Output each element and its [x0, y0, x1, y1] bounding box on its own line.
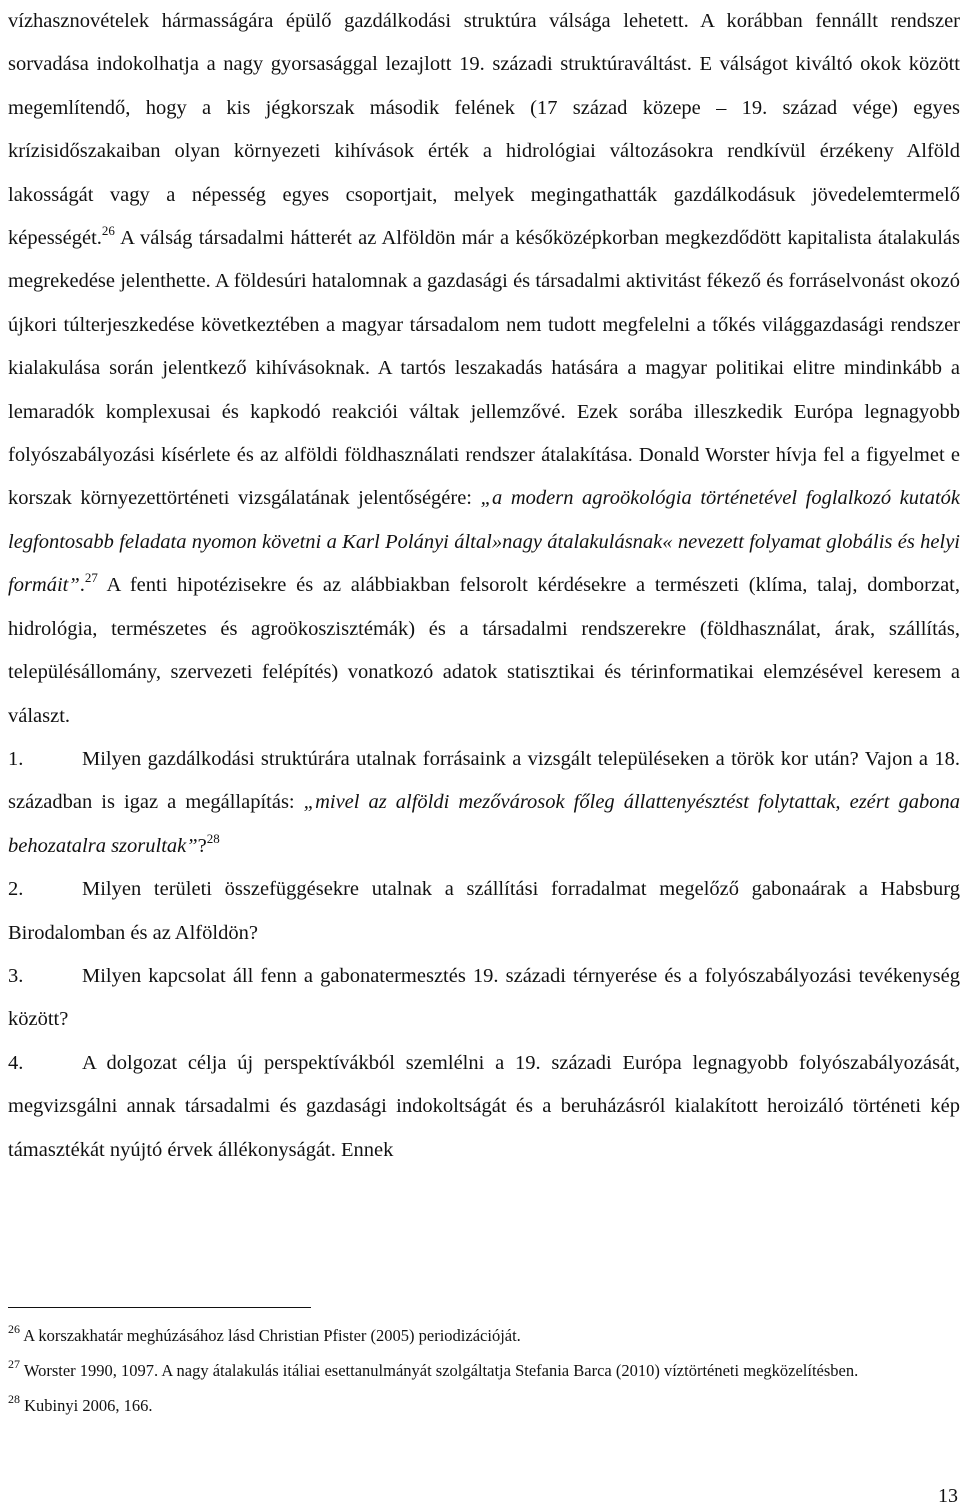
document-page: [8, 0, 960, 1172]
list-text: Milyen gazdálkodási struktúrára utalnak forrásaink a vizsgált településeken a török kor után? Vajon a 18. században is igaz a megállapítás:: [8, 747, 960, 814]
footnotes: [8, 1318, 960, 1423]
footnote-ref-27[interactable]: 27: [84, 570, 98, 586]
list-text-after: ?: [197, 834, 207, 857]
footnote-text: A korszakhatár meghúzásához lásd Christian Pfister (2005) periodizációját.: [20, 1326, 521, 1345]
worster-quote: „a modern agroökológia történetével foglalkozó kutatók legfontosabb feladata nyomon követni a Karl Polányi által»nagy átalakulásnak« nevezett folyamat globális és helyi formáit”: [8, 487, 960, 597]
list-item: [8, 738, 960, 868]
main-text: [8, 0, 960, 1172]
paragraph-text-2: A válság társadalmi hátterét az Alföldön már a későközépkorban megkezdődött kapitalista átalakulás megrekedése jelenthette. A földesúri hatalomnak a gazdasági és társadalmi aktivitást fékező és forráselvonást okozó újkori túlterjeszkedése következtében a magyar társadalom nem tudott megfelelni a tőkés világgazdasági rendszer kialakulása során jelentkező kihívásoknak. A tartós leszakadás hatására a magyar politikai elitre mindinkább a lemaradók komplexusai és kapkodó reakciói váltak jellemzővé. Ezek sorába illeszkedik Európa legnagyobb folyószabályozási kísérlete és az alföldi földhasználati rendszer átalakítása. Donald Worster hívja fel a figyelmet e korszak környezettörténeti vizsgálatának jelentőségére:: [8, 227, 960, 510]
list-number: 3.: [8, 964, 24, 987]
footnote-ref-28[interactable]: 28: [206, 830, 220, 846]
paragraph-text-4: A fenti hipotézisekre és az alábbiakban felsorolt kérdésekre a természeti (klíma, talaj, domborzat, hidrológia, természetes és agroökoszisztémák) és a társadalmi rendszerekre (földhasználat, árak, szállítás, településállomány, szervezeti felépítés) vonatkozó adatok statisztikai és térinformatikai elemzésével keresem a választ.: [8, 574, 960, 727]
footnote-ref-26[interactable]: 26: [101, 223, 115, 239]
footnote-28: [8, 1388, 960, 1423]
footnote-text: Kubinyi 2006, 166.: [20, 1396, 153, 1415]
footnote-27: [8, 1353, 960, 1388]
list-number: 4.: [8, 1051, 24, 1074]
list-text: Milyen kapcsolat áll fenn a gabonatermesztés 19. századi térnyerése és a folyószabályozási tevékenység között?: [8, 964, 960, 1031]
paragraph-main: [8, 0, 960, 738]
paragraph-text-1: vízhasznovételek hármasságára épülő gazdálkodási struktúra válsága lehetett. A korábban fennállt rendszer sorvadása indokolhatja a nagy gyorsasággal lezajlott 19. századi struktúraváltást. E válságot kiváltó okok között megemlítendő, hogy a kis jégkorszak második felének (17 század közepe – 19. század vége) egyes krízisidőszakaiban olyan környezeti kihívások érték a hidrológiai változásokra rendkívül érzékeny Alföld lakosságát vagy a népesség egyes csoportjait, melyek megingathatták gazdálkodásuk jövedelemtermelő képességét.: [8, 10, 960, 250]
paragraph-text-3: .: [79, 574, 85, 597]
footnote-number: 26: [8, 1322, 20, 1336]
page-number: 13: [938, 1485, 958, 1507]
footnote-separator: [8, 1307, 311, 1308]
list-number: 1.: [8, 747, 24, 770]
list-text: A dolgozat célja új perspektívákból szemlélni a 19. századi Európa legnagyobb folyószabályozását, megvizsgálni annak társadalmi és gazdasági indokoltságát és a beruházásról kialakított heroizáló történeti kép támasztékát nyújtó érvek állékonyságát. Ennek: [8, 1051, 960, 1161]
footnote-text: Worster 1990, 1097. A nagy átalakulás itáliai esettanulmányát szolgáltatja Stefania Barca (2010) víztörténeti megközelítésben.: [20, 1361, 859, 1380]
list-item: [8, 868, 960, 955]
list-item: [8, 955, 960, 1042]
footnote-26: [8, 1318, 960, 1353]
footnote-number: 28: [8, 1392, 20, 1406]
list-number: 2.: [8, 878, 24, 901]
list-item: [8, 1042, 960, 1172]
list-text: Milyen területi összefüggésekre utalnak a szállítási forradalmat megelőző gabonaárak a Habsburg Birodalomban és az Alföldön?: [8, 878, 960, 944]
footnote-number: 27: [8, 1357, 20, 1371]
list-quote: „mivel az alföldi mezővárosok főleg állattenyésztést folytattak, ezért gabona behozatalra szorultak”: [8, 791, 960, 857]
